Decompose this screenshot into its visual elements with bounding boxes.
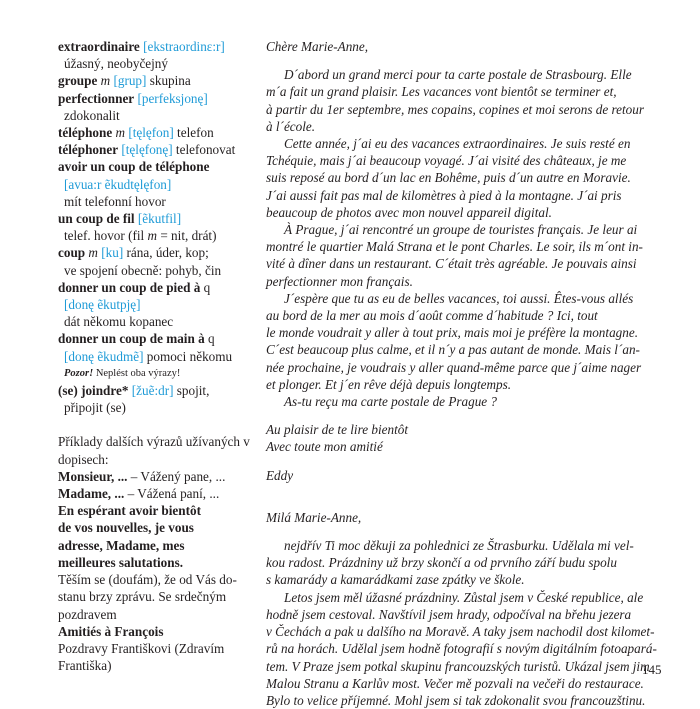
glossary-entry <box>58 90 250 124</box>
example-phrase-fr: adresse, Madame, mes <box>58 537 185 553</box>
letter-fr-salutation: Chère Marie-Anne, <box>266 39 369 54</box>
headword: (se) joindre* <box>58 383 129 399</box>
translation-note: ve spojení obecně: pohyb, čin <box>64 262 222 278</box>
example-phrase-fr: Amitiés à François <box>58 623 164 639</box>
pronunciation: [perfeksjonę] <box>137 90 208 106</box>
example-phrase: Madame, ... – Vážená paní, ... <box>58 486 220 502</box>
pronunciation: [avua:r ẽkudtęlęfon] <box>64 176 172 192</box>
letter-fr-paragraph: Cette année, j´ai eu des vacances extraordinaires. Je suis resté en Tchéquie, mais j´ai beaucoup voyagé. J´ai visité des châteaux, je me suis reposé au bord d´un lac en Bohême, puis d´un autre en Moravie. J´ai aussi fait pas mal de kilomètres à pied à la montagne. J´ai pris beaucoup de photos avec mon nouvel appareil digital. <box>266 136 631 220</box>
example-phrase-cz: Těším se (doufám), že od Vás do- <box>58 572 237 588</box>
pronunciation: [grup] <box>113 73 147 89</box>
object-marker: q <box>203 279 211 295</box>
translation: telefonovat <box>175 142 236 158</box>
headword: coup <box>58 245 86 261</box>
glossary-entry <box>58 210 250 244</box>
pronunciation: [ekstraordinɛ:r] <box>143 39 225 54</box>
pronunciation: [ku] <box>101 245 124 261</box>
gender-marker: m <box>88 245 98 261</box>
glossary-entry <box>58 158 250 210</box>
pronunciation: [donę ẽkudmẽ] <box>64 348 144 364</box>
translation: spojit, <box>176 383 210 399</box>
glossary-column <box>58 38 250 674</box>
glossary-entry <box>58 330 250 364</box>
headword: donner un coup de pied à <box>58 279 201 295</box>
example-phrase: Monsieur, ... – Vážený pane, ... <box>58 468 226 484</box>
gender-marker: m <box>115 125 126 141</box>
pronunciation: [tęlęfon] <box>128 125 174 141</box>
letter-fr-closing: Au plaisir de te lire bientôt <box>266 422 408 438</box>
letter-fr-paragraph: As-tu reçu ma carte postale de Prague ? <box>284 394 498 410</box>
headword: groupe <box>58 73 98 89</box>
letter-fr-closing: Avec toute mon amitié <box>266 439 383 455</box>
example-phrase-cz: stanu brzy zprávu. Se srdečným <box>58 589 227 605</box>
glossary-entry <box>58 72 250 89</box>
letter-cz-salutation: Milá Marie-Anne, <box>266 509 362 525</box>
glossary-entry <box>58 141 250 158</box>
headword: téléphoner <box>58 142 119 158</box>
letter-fr-signature: Eddy <box>266 467 294 483</box>
headword: donner un coup de main à <box>58 331 205 347</box>
example-phrase-cz: Františka) <box>58 658 112 674</box>
letter-cz-paragraph: nejdřív Ti moc děkuji za pohlednici ze Štrasburku. Udělala mi vel- kou radost. Prázdniny už brzy skončí a od prvního září budu spolu s kamarády a kamarádkami zase zpátky ve škole. <box>266 538 634 588</box>
glossary-entry <box>58 244 250 278</box>
translation: telef. hovor (fil m = nit, drát) <box>64 228 217 244</box>
pronunciation: [tęlęfonę] <box>121 142 173 158</box>
gender-marker: m <box>100 73 111 89</box>
pronunciation: [žuẽ:dr] <box>131 383 174 399</box>
translation: připojit (se) <box>64 400 126 416</box>
headword: téléphone <box>58 125 113 141</box>
object-marker: q <box>208 331 215 347</box>
letter-fr-paragraph: À Prague, j´ai rencontré un groupe de touristes français. Je leur ai montré le quartier Malá Strana et le pont Charles. Le soir, ils m´ont in- vité à dîner dans un restaurant. C´était très agréable. Je pouvais ainsi perfectionner mon français. <box>266 222 643 289</box>
glossary-entry <box>58 38 250 72</box>
example-phrase-fr: En espérant avoir bientôt <box>58 503 201 519</box>
letter-fr-paragraph: J´espère que tu as eu de belles vacances, toi aussi. Êtes-vous allés au bord de la mer au mois d´août comme d´habitude ? Ici, tout le monde voudrait y aller à tout prix, mais moi je préfère la montagne. C´est beaucoup plus calme, et il n´y a pas autant de monde. Mais l´an- née prochaine, je voudrais y aller quand-même parce que j´aime nager et plonger. Et j´en rêve déjà depuis longtemps. <box>266 290 642 392</box>
glossary-entry <box>58 279 250 331</box>
example-phrase-fr: de vos nouvelles, je vous <box>58 520 194 536</box>
translation: mít telefonní hovor <box>64 193 166 209</box>
warning-note <box>58 365 250 382</box>
translation: úžasný, neobyčejný <box>64 56 168 72</box>
glossary-entry <box>58 124 250 141</box>
translation: rána, úder, kop; <box>126 245 209 261</box>
headword: perfectionner <box>58 90 135 106</box>
headword: avoir un coup de téléphone <box>58 159 210 175</box>
warning-label: Pozor! <box>64 367 94 379</box>
glossary-entry <box>58 382 250 416</box>
warning-text: Neplést oba výrazy! <box>95 367 181 379</box>
translation: telefon <box>177 125 214 141</box>
headword: extraordinaire <box>58 39 140 54</box>
examples-intro: Příklady dalších výrazů užívaných v dopisech: <box>58 434 250 467</box>
pronunciation: [donę ẽkutpję] <box>64 297 141 313</box>
page-number: 145 <box>642 662 662 677</box>
letters-column <box>266 38 666 709</box>
headword: un coup de fil <box>58 211 135 227</box>
pronunciation: [ẽkutfil] <box>137 211 182 227</box>
translation: pomoci někomu <box>146 348 233 364</box>
example-phrase-fr: meilleures salutations. <box>58 554 184 570</box>
letter-fr-paragraph: D´abord un grand merci pour ta carte postale de Strasbourg. Elle m´a fait un grand plaisir. Les vacances vont bientôt se terminer et, à partir du 1er septembre, mes copains, copines et moi serons de retour à l´école. <box>266 67 644 134</box>
translation: skupina <box>149 73 191 89</box>
translation: zdokonalit <box>64 107 120 123</box>
translation: dát někomu kopanec <box>64 314 174 330</box>
letter-cz-paragraph: Letos jsem měl úžasné prázdniny. Zůstal jsem v České republice, ale hodně jsem cestoval. Navštívil jsem hrady, odpočíval na břehu jezera v Čechách a pak u dalšího na Moravě. A taky jsem nachodil dost kilomet- rů na horách. Udělal jsem hodně fotografií s novým digitálním fotoapará- tem. V Praze jsem potkal skupinu francouzských turistů. Ukázal jsem jim Malou Stranu a Karlův most. Večer mě pozvali na večeři do restaurace. Bylo to velice příjemné. Mohl jsem si tak zdokonalit svou francouzštinu. <box>266 589 657 708</box>
example-phrase-cz: Pozdravy Františkovi (Zdravím <box>58 640 225 656</box>
example-phrase-cz: pozdravem <box>58 606 117 622</box>
